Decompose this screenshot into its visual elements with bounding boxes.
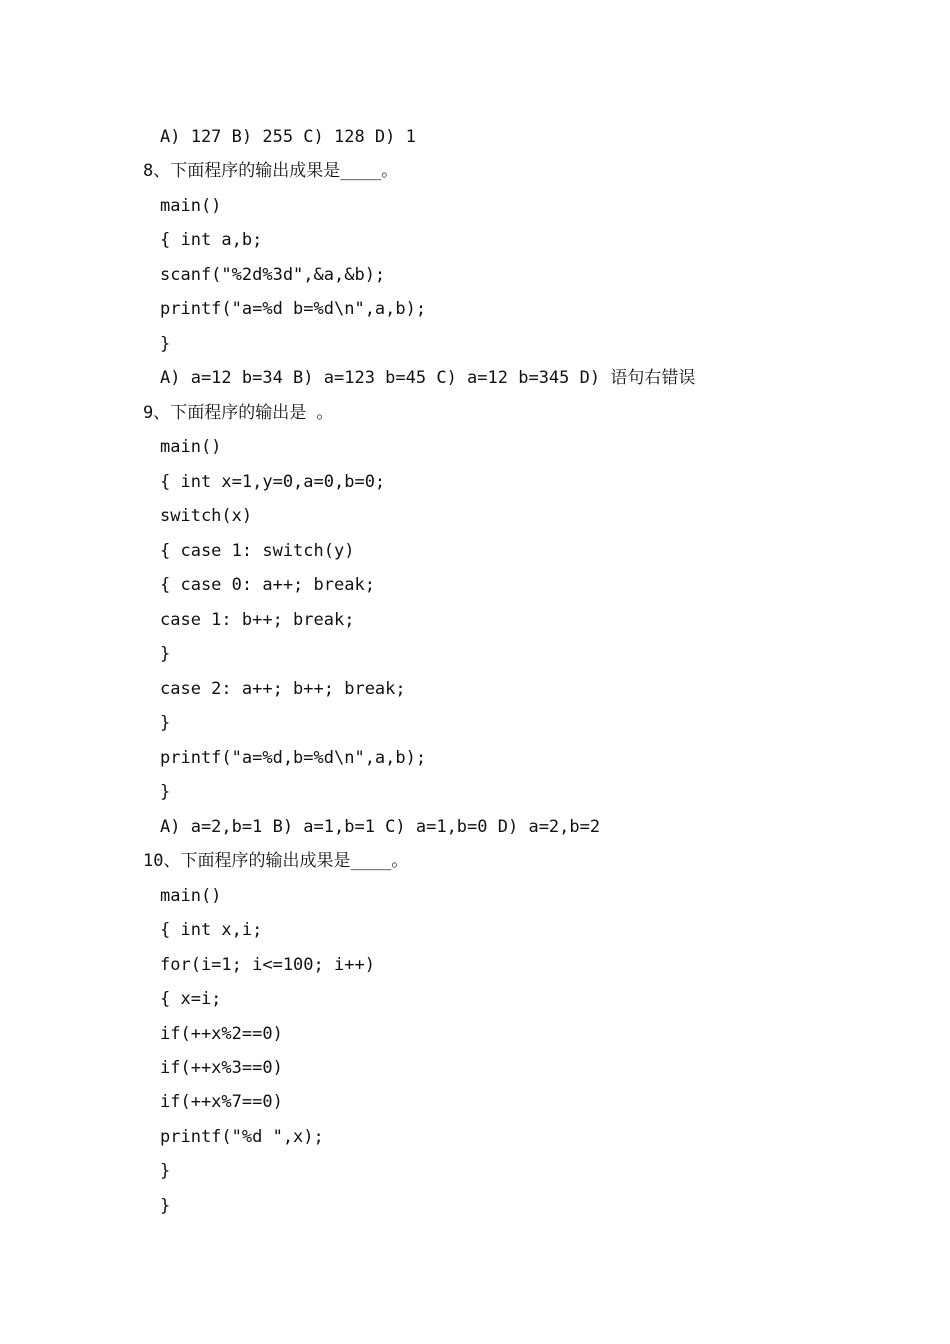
question-8: 8、下面程序的输出成果是____。 [143, 161, 399, 181]
question-9: 9、下面程序的输出是 。 [143, 403, 334, 423]
code-line: { case 0: a++; break; [160, 575, 375, 595]
code-line: { case 1: switch(y) [160, 541, 355, 561]
code-line: case 1: b++; break; [160, 610, 355, 630]
code-line: main() [160, 196, 222, 216]
options-q9: A) a=2,b=1 B) a=1,b=1 C) a=1,b=0 D) a=2,b=2 [160, 817, 601, 837]
code-line: if(++x%7==0) [160, 1092, 283, 1112]
question-10: 10、下面程序的输出成果是____。 [143, 851, 409, 871]
code-line: } [160, 1161, 171, 1181]
options-q7: A) 127 B) 255 C) 128 D) 1 [160, 127, 416, 147]
code-line: { int x,i; [160, 920, 263, 940]
code-line: { int a,b; [160, 230, 263, 250]
code-line: } [160, 713, 171, 733]
code-line: } [160, 1196, 171, 1216]
code-line: for(i=1; i<=100; i++) [160, 955, 375, 975]
code-line: printf("a=%d,b=%d\n",a,b); [160, 748, 427, 768]
code-line: main() [160, 437, 222, 457]
code-line: } [160, 644, 171, 664]
code-line: printf("%d ",x); [160, 1127, 324, 1147]
code-line: main() [160, 886, 222, 906]
code-line: printf("a=%d b=%d\n",a,b); [160, 299, 427, 319]
code-line: } [160, 782, 171, 802]
code-line: scanf("%2d%3d",&a,&b); [160, 265, 386, 285]
code-line: case 2: a++; b++; break; [160, 679, 406, 699]
code-line: { int x=1,y=0,a=0,b=0; [160, 472, 386, 492]
code-line: } [160, 334, 171, 354]
options-q8: A) a=12 b=34 B) a=123 b=45 C) a=12 b=345 D) 语句右错误 [160, 368, 696, 388]
code-line: if(++x%3==0) [160, 1058, 283, 1078]
code-line: if(++x%2==0) [160, 1024, 283, 1044]
code-line: { x=i; [160, 989, 222, 1009]
code-line: switch(x) [160, 506, 253, 526]
